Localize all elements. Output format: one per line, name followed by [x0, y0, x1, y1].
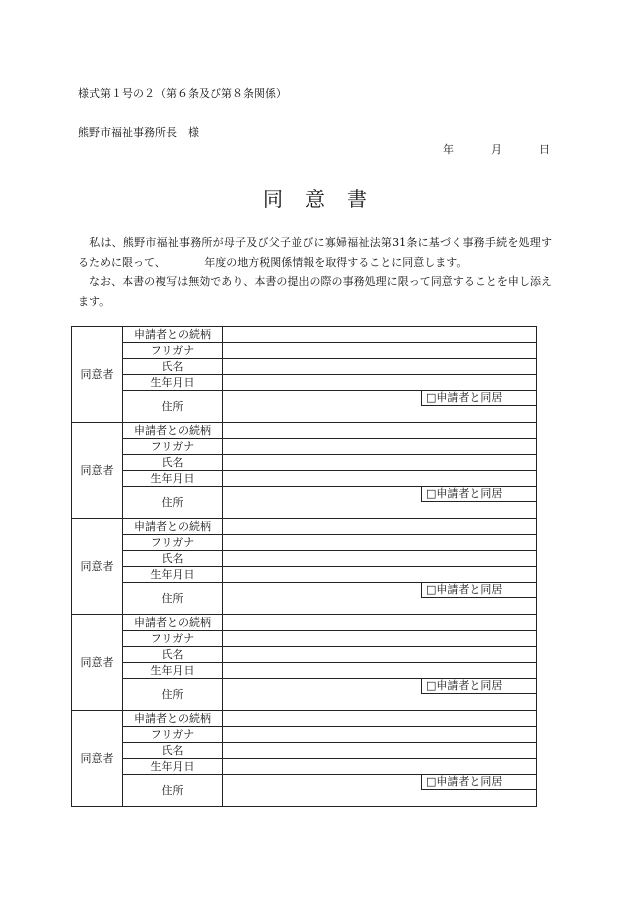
field-value[interactable] — [223, 727, 537, 743]
field-label: 申請者との続柄 — [123, 423, 223, 439]
field-label: 申請者との続柄 — [123, 519, 223, 535]
field-value[interactable] — [223, 455, 537, 471]
field-label: 生年月日 — [123, 759, 223, 775]
consent-table-row — [72, 583, 537, 615]
field-value[interactable] — [223, 327, 537, 343]
recipient: 熊野市福祉事務所長 様 — [78, 126, 199, 139]
consent-table-row — [72, 743, 537, 759]
consent-table-row — [72, 679, 537, 711]
field-value[interactable] — [223, 471, 537, 487]
date-year-label: 年 — [443, 143, 454, 156]
field-value[interactable] — [223, 615, 537, 631]
field-value[interactable] — [223, 631, 537, 647]
field-label: フリガナ — [123, 631, 223, 647]
cohabit-checkbox[interactable]: □申請者と同居 — [421, 391, 537, 406]
consent-table-row — [72, 567, 537, 583]
consent-table-row — [72, 775, 537, 807]
consent-table-row — [72, 663, 537, 679]
consent-table-row — [72, 439, 537, 455]
consenter-label: 同意者 — [72, 423, 123, 519]
consent-table-row — [72, 519, 537, 535]
field-value[interactable] — [223, 519, 537, 535]
document-title: 同意書 — [263, 187, 389, 211]
field-value[interactable] — [223, 567, 537, 583]
cohabit-checkbox[interactable]: □申請者と同居 — [421, 583, 537, 598]
consent-table-row — [72, 631, 537, 647]
consent-table-row — [72, 759, 537, 775]
field-label: 氏名 — [123, 359, 223, 375]
field-label: 氏名 — [123, 455, 223, 471]
field-value[interactable] — [223, 583, 537, 615]
field-label: 申請者との続柄 — [123, 711, 223, 727]
field-value[interactable] — [223, 775, 537, 807]
consent-table-row — [72, 343, 537, 359]
consent-table-row — [72, 487, 537, 519]
consent-table-row — [72, 359, 537, 375]
field-label: 住所 — [123, 679, 223, 711]
field-value[interactable] — [223, 535, 537, 551]
field-label: 住所 — [123, 391, 223, 423]
consent-table — [71, 326, 537, 807]
consent-paragraph-2: なお、本書の複写は無効であり、本書の提出の際の事務処理に限って同意することを申し添えます。 — [78, 275, 552, 308]
consent-table-row — [72, 455, 537, 471]
consent-table-row — [72, 647, 537, 663]
field-label: 住所 — [123, 775, 223, 807]
cohabit-checkbox[interactable]: □申請者と同居 — [421, 679, 537, 694]
field-label: フリガナ — [123, 343, 223, 359]
field-label: 生年月日 — [123, 471, 223, 487]
date-day-label: 日 — [539, 143, 550, 156]
field-value[interactable] — [223, 487, 537, 519]
consenter-label: 同意者 — [72, 615, 123, 711]
field-label: フリガナ — [123, 727, 223, 743]
field-value[interactable] — [223, 423, 537, 439]
field-label: 生年月日 — [123, 375, 223, 391]
consent-table-row — [72, 615, 537, 631]
consent-table-row — [72, 711, 537, 727]
field-label: フリガナ — [123, 535, 223, 551]
consent-table-row — [72, 551, 537, 567]
field-label: 氏名 — [123, 647, 223, 663]
field-label: 住所 — [123, 487, 223, 519]
field-value[interactable] — [223, 647, 537, 663]
consent-table-row — [72, 327, 537, 343]
consent-table-row — [72, 535, 537, 551]
field-value[interactable] — [223, 439, 537, 455]
consent-table-row — [72, 471, 537, 487]
field-value[interactable] — [223, 359, 537, 375]
field-value[interactable] — [223, 743, 537, 759]
field-label: 生年月日 — [123, 567, 223, 583]
consent-table-row — [72, 391, 537, 423]
field-value[interactable] — [223, 679, 537, 711]
field-label: フリガナ — [123, 439, 223, 455]
consent-table-row — [72, 375, 537, 391]
field-value[interactable] — [223, 551, 537, 567]
consent-paragraph-1: 私は、熊野市福祉事務所が母子及び父子並びに寡婦福祉法第31条に基づく事務手続を処理するために限って、 年度の地方税関係情報を取得することに同意します。 — [78, 236, 552, 269]
field-value[interactable] — [223, 391, 537, 423]
field-label: 申請者との続柄 — [123, 327, 223, 343]
field-value[interactable] — [223, 343, 537, 359]
field-label: 氏名 — [123, 743, 223, 759]
cohabit-checkbox[interactable]: □申請者と同居 — [421, 775, 537, 790]
field-value[interactable] — [223, 711, 537, 727]
consenter-label: 同意者 — [72, 711, 123, 807]
field-value[interactable] — [223, 663, 537, 679]
cohabit-checkbox[interactable]: □申請者と同居 — [421, 487, 537, 502]
field-label: 生年月日 — [123, 663, 223, 679]
field-value[interactable] — [223, 759, 537, 775]
consent-table-row — [72, 423, 537, 439]
field-label: 氏名 — [123, 551, 223, 567]
field-label: 住所 — [123, 583, 223, 615]
field-value[interactable] — [223, 375, 537, 391]
consent-table-row — [72, 727, 537, 743]
form-number: 様式第１号の２（第６条及び第８条関係） — [78, 87, 287, 100]
consenter-label: 同意者 — [72, 327, 123, 423]
date-month-label: 月 — [491, 143, 502, 156]
consenter-label: 同意者 — [72, 519, 123, 615]
field-label: 申請者との続柄 — [123, 615, 223, 631]
